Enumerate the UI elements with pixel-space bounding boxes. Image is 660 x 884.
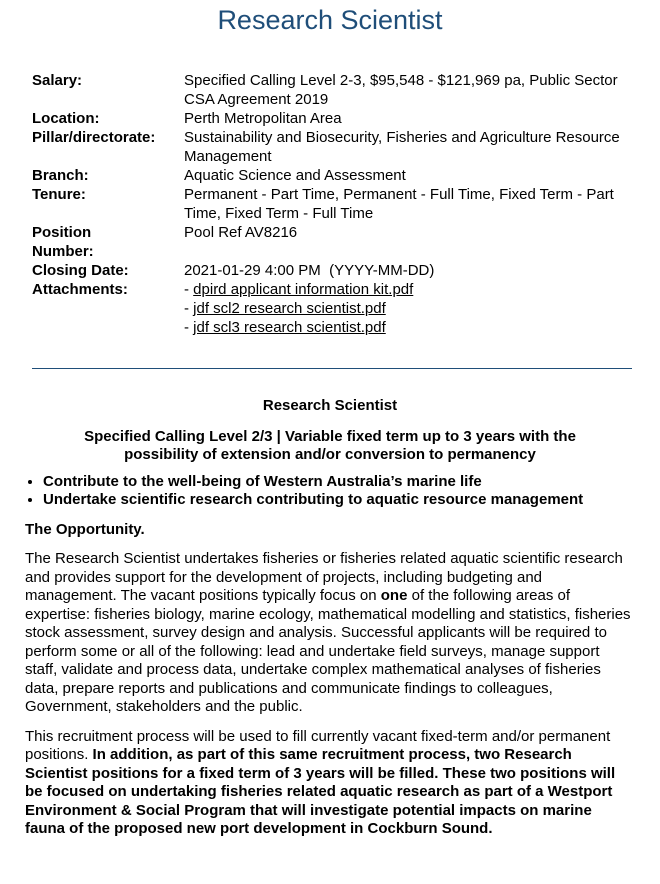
tenure-value: Permanent - Part Time, Permanent - Full Time, Fixed Term - Part Time, Fixed Term - Full Time — [184, 186, 614, 222]
tenure-label: Tenure: — [32, 186, 86, 203]
job-description — [25, 397, 635, 850]
list-item: • Contribute to the well-being of Western Australia’s marine life — [43, 473, 635, 492]
position-number-row — [32, 223, 632, 261]
attachment-dash: - — [184, 300, 194, 317]
position-number-label: Position Number: — [32, 224, 94, 260]
recruitment-paragraph — [25, 728, 635, 839]
closing-date-value: 2021-01-29 4:00 PM (YYYY-MM-DD) — [184, 262, 435, 279]
description-subheading: Specified Calling Level 2/3 | Variable fixed term up to 3 years with the possibility of extension and/or conversion to permanency — [84, 427, 576, 463]
attachments-row — [32, 280, 632, 337]
location-value: Perth Metropolitan Area — [184, 110, 342, 127]
opportunity-heading: The Opportunity. — [25, 520, 145, 538]
location-row — [32, 109, 632, 128]
highlights-list — [25, 473, 635, 510]
attachment-link-jdf-scl2[interactable]: jdf scl2 research scientist.pdf — [193, 300, 386, 317]
pillar-row — [32, 128, 632, 166]
job-details — [32, 71, 632, 337]
paragraph-emphasis: one — [380, 587, 408, 604]
pillar-label: Pillar/directorate: — [32, 129, 156, 146]
description-heading: Research Scientist — [262, 397, 398, 414]
divider — [32, 368, 632, 369]
paragraph-text: This recruitment process will be used to fill currently vacant fixed-term and/or permanent positions. — [25, 727, 611, 763]
page-title: Research Scientist — [217, 5, 443, 35]
attachment-item — [184, 318, 624, 337]
list-item: • Undertake scientific research contributing to aquatic resource management — [43, 491, 635, 510]
attachment-link-jdf-scl3[interactable]: jdf scl3 research scientist.pdf — [193, 319, 386, 336]
branch-row — [32, 166, 632, 185]
salary-label: Salary: — [32, 72, 83, 89]
location-label: Location: — [32, 110, 100, 127]
tenure-row — [32, 185, 632, 223]
attachment-dash: - — [184, 281, 194, 298]
closing-date-label: Closing Date: — [32, 262, 129, 279]
closing-date-row — [32, 261, 632, 280]
paragraph-text: of the following areas of expertise: fisheries biology, marine ecology, mathematical modelling and statistics, fisheries stock assessment, survey design and analysis. Successful applicants will be required to perform some or all of the following: lead and undertake field surveys, manage support staff, validate and process data, undertake complex mathematical analyses of fisheries data, prepare reports and publications and communicate findings to colleagues, Government, stakeholders and the public. — [25, 587, 631, 715]
branch-value: Aquatic Science and Assessment — [184, 167, 406, 184]
attachment-link-applicant-kit[interactable]: dpird applicant information kit.pdf — [193, 281, 414, 298]
pillar-value: Sustainability and Biosecurity, Fisheries and Agriculture Resource Management — [184, 129, 620, 165]
salary-row — [32, 71, 632, 109]
branch-label: Branch: — [32, 167, 89, 184]
position-number-value: Pool Ref AV8216 — [184, 224, 298, 241]
paragraph-emphasis: In addition, as part of this same recruitment process, two Research Scientist positions for a fixed term of 3 years will be filled. These two positions will be focused on undertaking fisheries related aquatic research as part of a Westport Environment & Social Program that will investigate potential impacts on marine fauna of the proposed new port development in Cockburn Sound. — [25, 746, 616, 837]
attachments-list — [184, 280, 624, 337]
attachment-item — [184, 280, 624, 299]
attachments-label: Attachments: — [32, 281, 128, 298]
attachment-item — [184, 299, 624, 318]
paragraph-text: The Research Scientist undertakes fisheries or fisheries related aquatic scientific research and provides support for the development of projects, including budgeting and management. The vacant positions typically focus on — [25, 550, 623, 604]
opportunity-paragraph — [25, 550, 635, 717]
attachment-dash: - — [184, 319, 194, 336]
salary-value: Specified Calling Level 2-3, $95,548 - $121,969 pa, Public Sector CSA Agreement 2019 — [184, 72, 618, 108]
